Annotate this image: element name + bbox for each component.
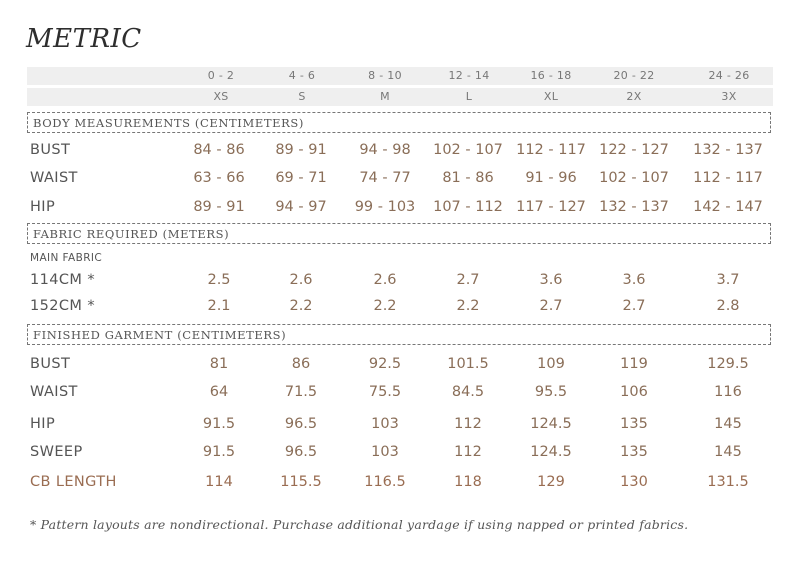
table-row: [0, 444, 800, 464]
table-cell: 2.7: [622, 298, 646, 314]
finished-garment-heading: [27, 324, 771, 345]
table-cell: 94 - 97: [275, 199, 327, 215]
table-cell: 84.5: [451, 384, 485, 400]
table-cell: 2.6: [289, 272, 313, 288]
table-cell: 84 - 86: [193, 142, 245, 158]
table-cell: 89 - 91: [193, 199, 245, 215]
table-cell: 92.5: [368, 356, 402, 372]
table-cell: 2.2: [289, 298, 313, 314]
size-range: 16 - 18: [530, 69, 572, 82]
section-heading: FABRIC REQUIRED (METERS): [33, 227, 230, 241]
table-cell: 112 - 117: [516, 142, 586, 158]
body-measurements-heading: [27, 112, 771, 133]
table-row: [0, 384, 800, 404]
table-cell: 89 - 91: [275, 142, 327, 158]
table-cell: 74 - 77: [359, 170, 411, 186]
table-cell: 2.2: [373, 298, 397, 314]
size-label: L: [465, 90, 473, 103]
table-row: [0, 416, 800, 436]
table-cell: 103: [371, 416, 399, 432]
table-row: [0, 356, 800, 376]
page-title: METRIC: [26, 24, 142, 54]
table-cell: 2.1: [207, 298, 231, 314]
table-cell: 2.7: [456, 272, 480, 288]
table-cell: 112: [454, 416, 482, 432]
row-label: 114CM *: [30, 272, 95, 288]
table-cell: 118: [454, 474, 482, 490]
table-cell: 81: [209, 356, 229, 372]
table-row: [0, 170, 800, 190]
main-fabric-label: MAIN FABRIC: [30, 252, 103, 264]
table-cell: 119: [620, 356, 648, 372]
table-cell: 2.6: [373, 272, 397, 288]
table-cell: 107 - 112: [433, 199, 503, 215]
table-cell: 122 - 127: [599, 142, 669, 158]
table-cell: 112 - 117: [693, 170, 763, 186]
size-range: 24 - 26: [708, 69, 750, 82]
table-cell: 75.5: [368, 384, 402, 400]
table-cell: 81 - 86: [442, 170, 494, 186]
table-cell: 94 - 98: [359, 142, 411, 158]
table-cell: 142 - 147: [693, 199, 763, 215]
table-cell: 102 - 107: [599, 170, 669, 186]
table-cell: 117 - 127: [516, 199, 586, 215]
table-cell: 71.5: [284, 384, 318, 400]
table-cell: 124.5: [530, 444, 572, 460]
table-cell: 116: [714, 384, 742, 400]
size-label: 3X: [721, 90, 737, 103]
table-row: [0, 272, 800, 292]
table-cell: 145: [714, 444, 742, 460]
size-label: XL: [543, 90, 559, 103]
table-cell: 106: [620, 384, 648, 400]
table-cell: 3.6: [622, 272, 646, 288]
table-cell: 135: [620, 444, 648, 460]
table-row: [0, 474, 800, 494]
table-cell: 131.5: [707, 474, 749, 490]
table-cell: 99 - 103: [354, 199, 416, 215]
table-cell: 91.5: [202, 444, 236, 460]
size-label: 2X: [626, 90, 642, 103]
row-label: HIP: [30, 416, 56, 432]
table-cell: 101.5: [447, 356, 489, 372]
table-cell: 2.7: [539, 298, 563, 314]
fabric-required-heading: [27, 223, 771, 244]
table-cell: 91 - 96: [525, 170, 577, 186]
table-cell: 109: [537, 356, 565, 372]
table-cell: 86: [291, 356, 311, 372]
table-cell: 96.5: [284, 416, 318, 432]
row-label: WAIST: [30, 170, 78, 186]
table-cell: 2.5: [207, 272, 231, 288]
section-heading: FINISHED GARMENT (CENTIMETERS): [33, 328, 287, 342]
table-row: [0, 298, 800, 318]
table-cell: 130: [620, 474, 648, 490]
size-range: 4 - 6: [288, 69, 316, 82]
table-cell: 95.5: [534, 384, 568, 400]
row-label: CB LENGTH: [30, 474, 117, 490]
size-range: 8 - 10: [368, 69, 402, 82]
size-range-header: [27, 67, 773, 85]
row-label: SWEEP: [30, 444, 83, 460]
table-cell: 69 - 71: [275, 170, 327, 186]
footnote: * Pattern layouts are nondirectional. Purchase additional yardage if using napped or printed fabrics.: [30, 517, 689, 532]
size-label: M: [380, 90, 390, 103]
row-label: 152CM *: [30, 298, 95, 314]
table-cell: 102 - 107: [433, 142, 503, 158]
size-range: 20 - 22: [613, 69, 655, 82]
table-cell: 3.6: [539, 272, 563, 288]
size-label-header: [27, 88, 773, 106]
table-cell: 96.5: [284, 444, 318, 460]
table-cell: 132 - 137: [599, 199, 669, 215]
table-row: [0, 142, 800, 162]
table-cell: 103: [371, 444, 399, 460]
table-cell: 112: [454, 444, 482, 460]
table-cell: 124.5: [530, 416, 572, 432]
table-cell: 2.8: [716, 298, 740, 314]
section-heading: BODY MEASUREMENTS (CENTIMETERS): [33, 116, 304, 130]
table-cell: 129.5: [707, 356, 749, 372]
table-cell: 145: [714, 416, 742, 432]
size-range: 0 - 2: [207, 69, 235, 82]
table-row: [0, 199, 800, 219]
table-cell: 115.5: [280, 474, 322, 490]
size-range: 12 - 14: [448, 69, 490, 82]
row-label: BUST: [30, 356, 71, 372]
table-cell: 135: [620, 416, 648, 432]
table-cell: 64: [209, 384, 229, 400]
table-cell: 116.5: [364, 474, 406, 490]
table-cell: 132 - 137: [693, 142, 763, 158]
table-cell: 63 - 66: [193, 170, 245, 186]
size-label: S: [298, 90, 306, 103]
table-cell: 3.7: [716, 272, 740, 288]
table-cell: 91.5: [202, 416, 236, 432]
row-label: HIP: [30, 199, 56, 215]
row-label: BUST: [30, 142, 71, 158]
size-label: XS: [213, 90, 229, 103]
table-cell: 129: [537, 474, 565, 490]
row-label: WAIST: [30, 384, 78, 400]
table-cell: 2.2: [456, 298, 480, 314]
table-cell: 114: [205, 474, 233, 490]
